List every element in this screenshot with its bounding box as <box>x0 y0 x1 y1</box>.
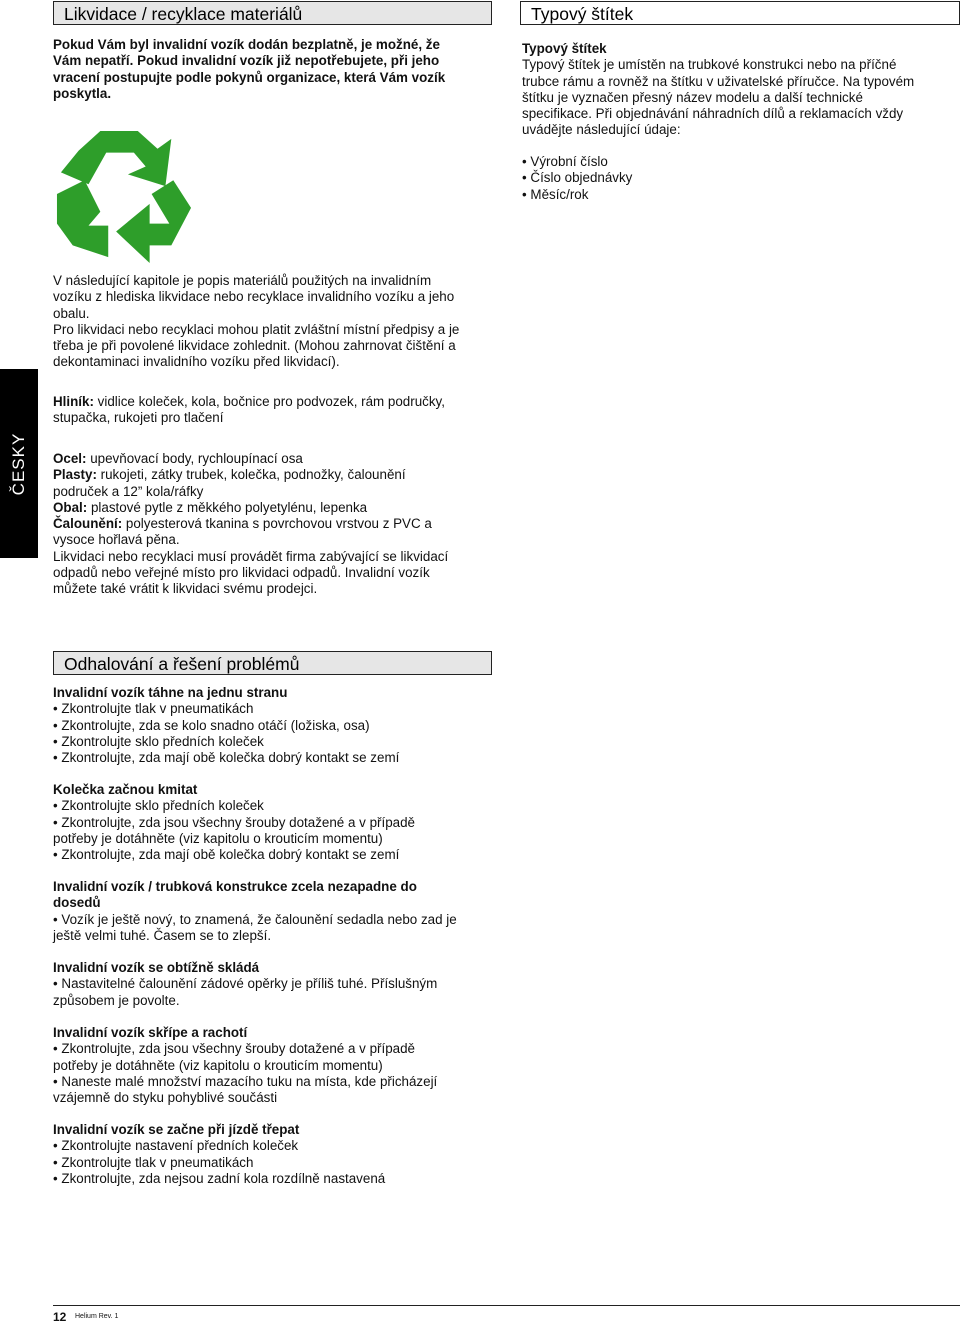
problem-title: Invalidní vozík skřípe a rachotí <box>53 1025 248 1040</box>
uph-label: Čalounění: <box>53 516 123 532</box>
problem-line: • Zkontrolujte tlak v pneumatikách <box>53 1154 254 1170</box>
problem-title: Kolečka začnou kmitat <box>53 782 198 797</box>
troubleshooting-section <box>53 879 503 944</box>
problem-line: ještě velmi tuhé. Časem se to zlepší. <box>53 927 272 943</box>
troubleshooting-section <box>53 1122 503 1187</box>
disposal-para <box>53 273 503 371</box>
intro-line: poskytla. <box>53 85 112 101</box>
plastic-text: rukojeti, zátky trubek, kolečka, podnožky, čalounění <box>96 467 406 483</box>
troubleshooting-heading <box>53 651 492 675</box>
recycle-icon <box>53 129 195 267</box>
problem-line: vzájemně do styku pohyblivé součásti <box>53 1090 278 1106</box>
type-label-line: Typový štítek je umístěn na trubkové konstrukci nebo na příčné <box>522 57 897 73</box>
page-number: 12 <box>53 1310 67 1324</box>
para-line: třeba je při povolené likvidace zohlednit. (Mohou zahrnovat čištění a <box>53 338 456 354</box>
problem-title: Invalidní vozík se obtížně skládá <box>53 960 260 975</box>
list-item: • Výrobní číslo <box>522 154 608 169</box>
material-list <box>53 451 503 598</box>
closing-line: odpadů nebo veřejné místo pro likvidaci odpadů. Invalidní vozík <box>53 565 430 581</box>
closing-line: Likvidaci nebo recyklaci musí provádět firma zabývající se likvidací <box>53 548 449 564</box>
problem-line: • Vozík je ještě nový, to znamená, že čalounění sedadla nebo zad je <box>53 911 457 927</box>
problem-line: • Zkontrolujte, zda nejsou zadní kola rozdílně nastavená <box>53 1170 386 1186</box>
problem-line: • Zkontrolujte sklo předních koleček <box>53 733 264 749</box>
type-label-line: specifikace. Při objednávání náhradních dílů a reklamacích vždy <box>522 106 904 122</box>
para-line: vozíku z hlediska likvidace nebo recyklace invalidního vozíku a jeho <box>53 289 455 305</box>
type-label-line: štítku je vyznačen přesný název modelu a další technické <box>522 89 863 105</box>
pack-text: plastové pytle z měkkého polyetylénu, lepenka <box>87 499 368 515</box>
list-item: • Měsíc/rok <box>522 186 589 202</box>
intro-line: Pokud Vám byl invalidní vozík dodán bezplatně, je možné, že <box>53 37 440 52</box>
list-item: • Číslo objednávky <box>522 170 633 186</box>
troubleshooting-section <box>53 782 503 863</box>
problem-line: • Zkontrolujte, zda se kolo snadno otáčí (ložiska, osa) <box>53 717 370 733</box>
disposal-intro <box>53 37 493 102</box>
disposal-heading-text: Likvidace / recyklace materiálů <box>64 4 303 24</box>
troubleshooting-section <box>53 1025 503 1106</box>
type-label-subheading: Typový štítek <box>522 41 607 56</box>
footer-rule <box>53 1305 960 1306</box>
closing-line: můžete také vrátit k likvidaci svému prodejci. <box>53 581 318 597</box>
material-aluminium <box>53 394 503 427</box>
uph-text-cont: vysoce hořlavá pěna. <box>53 532 180 548</box>
recycle-arrow-left <box>57 180 108 257</box>
problem-line: • Zkontrolujte sklo předních koleček <box>53 798 264 814</box>
problem-line: • Zkontrolujte, zda jsou všechny šrouby dotažené a v případě <box>53 1041 415 1057</box>
alu-text-cont: stupačka, rukojeti pro tlačení <box>53 410 224 426</box>
para-line: V následující kapitole je popis materiálů použitých na invalidním <box>53 273 432 288</box>
pack-label: Obal: <box>53 499 88 515</box>
alu-text: vidlice koleček, kola, bočnice pro podvozek, rám područky, <box>93 394 445 409</box>
type-label-heading-text: Typový štítek <box>531 4 634 24</box>
problem-line: • Zkontrolujte nastavení předních koleček <box>53 1138 299 1154</box>
problem-title: Invalidní vozík táhne na jednu stranu <box>53 685 288 700</box>
troubleshooting-heading-text: Odhalování a řešení problémů <box>64 654 300 674</box>
problem-line: • Naneste malé množství mazacího tuku na místa, kde přicházejí <box>53 1073 438 1089</box>
troubleshooting-section <box>53 685 503 766</box>
para-line: Pro likvidaci nebo recyklaci mohou platit zvláštní místní předpisy a je <box>53 321 460 337</box>
type-label-heading <box>520 1 960 25</box>
problem-line: potřeby je dotáhněte (viz kapitolu o krouticím momentu) <box>53 830 383 846</box>
recycle-arrow-top <box>61 131 171 186</box>
problem-title: Invalidní vozík / trubková konstrukce zcela nezapadne do <box>53 879 417 894</box>
recycle-arrow-right <box>116 180 191 263</box>
type-label-items <box>522 154 960 203</box>
alu-label: Hliník: <box>53 394 94 409</box>
language-tab <box>0 369 38 558</box>
problem-title-cont: dosedů <box>53 895 101 911</box>
para-line: obalu. <box>53 305 90 321</box>
revision-label: Helium Rev. 1 <box>75 1313 119 1320</box>
type-label-line: uvádějte následující údaje: <box>522 122 681 138</box>
type-label-section <box>522 41 960 139</box>
steel-label: Ocel: <box>53 451 87 466</box>
intro-line: vracení postupujte podle pokynů organizace, která Vám vozík <box>53 69 446 85</box>
problem-line: potřeby je dotáhněte (viz kapitolu o krouticím momentu) <box>53 1057 383 1073</box>
plastic-text-cont: područek a 12” kola/ráfky <box>53 483 204 499</box>
problem-title: Invalidní vozík se začne při jízdě třepat <box>53 1122 300 1137</box>
language-tab-label: ČESKY <box>8 432 28 495</box>
para-line: dekontaminaci invalidního vozíku před likvidací). <box>53 354 340 370</box>
uph-text: polyesterová tkanina s povrchovou vrstvou z PVC a <box>122 516 432 532</box>
problem-line: • Zkontrolujte, zda mají obě kolečka dobrý kontakt se zemí <box>53 847 400 863</box>
problem-line: • Zkontrolujte tlak v pneumatikách <box>53 701 254 717</box>
troubleshooting-section <box>53 960 503 1009</box>
problem-line: způsobem je povolte. <box>53 992 180 1008</box>
disposal-heading <box>53 1 492 25</box>
problem-line: • Zkontrolujte, zda mají obě kolečka dobrý kontakt se zemí <box>53 750 400 766</box>
plastic-label: Plasty: <box>53 467 97 483</box>
type-label-line: trubce rámu a rovněž na štítku v uživatelské příručce. Na typovém <box>522 73 915 89</box>
steel-text: upevňovací body, rychloupínací osa <box>86 451 303 466</box>
problem-line: • Nastavitelné čalounění zádové opěrky je příliš tuhé. Příslušným <box>53 976 438 992</box>
intro-line: Vám nepatří. Pokud invalidní vozík již nepotřebujete, při jeho <box>53 53 440 69</box>
problem-line: • Zkontrolujte, zda jsou všechny šrouby dotažené a v případě <box>53 814 415 830</box>
